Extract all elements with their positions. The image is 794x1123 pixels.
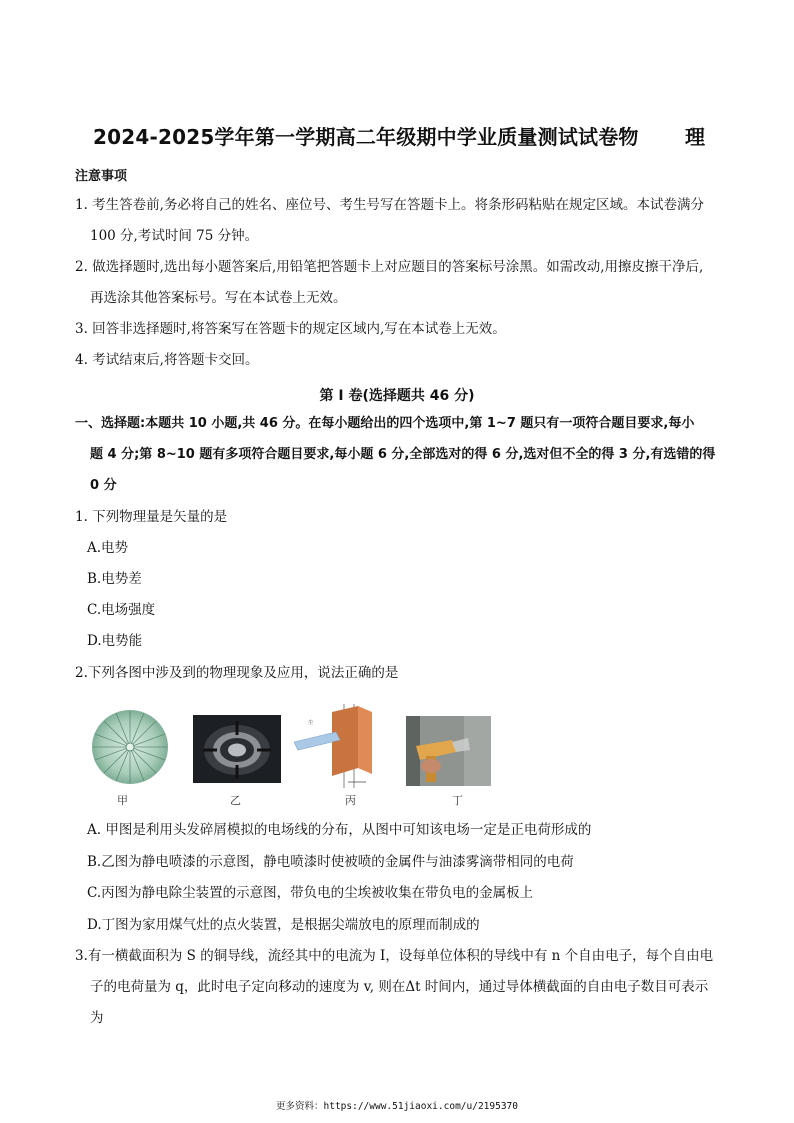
question-3-stem-line-1: 3.有一横截面积为 S 的铜导线，流经其中的电流为 I，设每单位体积的导线中有 n 个自由电子，每个自由电 xyxy=(75,948,714,964)
question-1-option-b: B.电势差 xyxy=(87,571,142,587)
notice-item-3: 3. 回答非选择题时,将答案写在答题卡的规定区域内,写在本试卷上无效。 xyxy=(75,321,506,337)
section-1-instructions-line-2: 题 4 分;第 8~10 题有多项符合题目要求,每小题 6 分,全部选对的得 6 分,选对但不全的得 3 分,有选错的得 xyxy=(90,447,716,462)
notice-item-2-line-1: 2. 做选择题时,选出每小题答案后,用铅笔把答题卡上对应题目的答案标号涂黑。如需改动,用擦皮擦干净后, xyxy=(75,259,704,275)
figure-ding-spray-gun xyxy=(406,716,491,786)
question-2-option-c: C.丙图为静电除尘装置的示意图，带负电的尘埃被收集在带负电的金属板上 xyxy=(87,885,534,901)
part-1-title: 第 I 卷(选择题共 46 分) xyxy=(319,388,475,404)
exam-title xyxy=(93,121,713,150)
question-2-stem: 2.下列各图中涉及到的物理现象及应用，说法正确的是 xyxy=(75,665,399,681)
question-2-option-a: A. 甲图是利用头发碎屑模拟的电场线的分布，从图中可知该电场一定是正电荷形成的 xyxy=(87,822,592,838)
notice-item-1-line-1: 1. 考生答卷前,务必将自己的姓名、座位号、考生号写在答题卡上。将条形码粘贴在规定区域。本试卷满分 xyxy=(75,197,704,213)
question-3-stem-line-3: 为 xyxy=(90,1010,104,1026)
question-2-option-d: D.丁图为家用煤气灶的点火装置，是根据尖端放电的原理而制成的 xyxy=(87,917,480,933)
figure-ding-caption: 丁 xyxy=(452,794,463,807)
figure-jia-field-lines xyxy=(90,708,170,786)
figure-jia-caption: 甲 xyxy=(117,794,128,807)
question-1-option-a: A.电势 xyxy=(87,540,129,556)
question-3-stem-line-2: 子的电荷量为 q，此时电子定向移动的速度为 v, 则在Δt 时间内，通过导体横截面的自由电子数目可表示 xyxy=(90,979,709,995)
section-1-instructions-line-1: 一、选择题:本题共 10 小题,共 46 分。在每小题给出的四个选项中,第 1~7 题只有一项符合题目要求,每小 xyxy=(75,416,695,431)
figure-bing-caption: 丙 xyxy=(345,794,356,807)
notice-heading: 注意事项 xyxy=(75,169,128,184)
notice-item-4: 4. 考试结束后,将答题卡交回。 xyxy=(75,352,259,368)
section-1-instructions-line-3: 0 分 xyxy=(90,478,117,493)
question-2-option-b: B.乙图为静电喷漆的示意图，静电喷漆时使被喷的金属件与油漆雾滴带相同的电荷 xyxy=(87,854,574,870)
figure-yi-caption: 乙 xyxy=(230,794,241,807)
exam-title-subject-char: 理 xyxy=(685,125,706,149)
figure-yi-gas-stove xyxy=(193,715,281,783)
notice-item-2-line-2: 再选涂其他答案标号。写在本试卷上无效。 xyxy=(90,290,347,306)
exam-title-main: 2024-2025学年第一学期高二年级期中学业质量测试试卷物 xyxy=(93,125,639,149)
question-1-option-d: D.电势能 xyxy=(87,633,143,649)
svg-text:尘: 尘 xyxy=(308,720,314,726)
notice-item-1-line-2: 100 分,考试时间 75 分钟。 xyxy=(90,228,259,244)
footer-resource-link[interactable]: 更多资料：https://www.51jiaoxi.com/u/2195370 xyxy=(276,1101,518,1112)
figure-bing-precipitator xyxy=(292,702,382,790)
question-1-option-c: C.电场强度 xyxy=(87,602,156,618)
question-1-stem: 1. 下列物理量是矢量的是 xyxy=(75,509,228,525)
